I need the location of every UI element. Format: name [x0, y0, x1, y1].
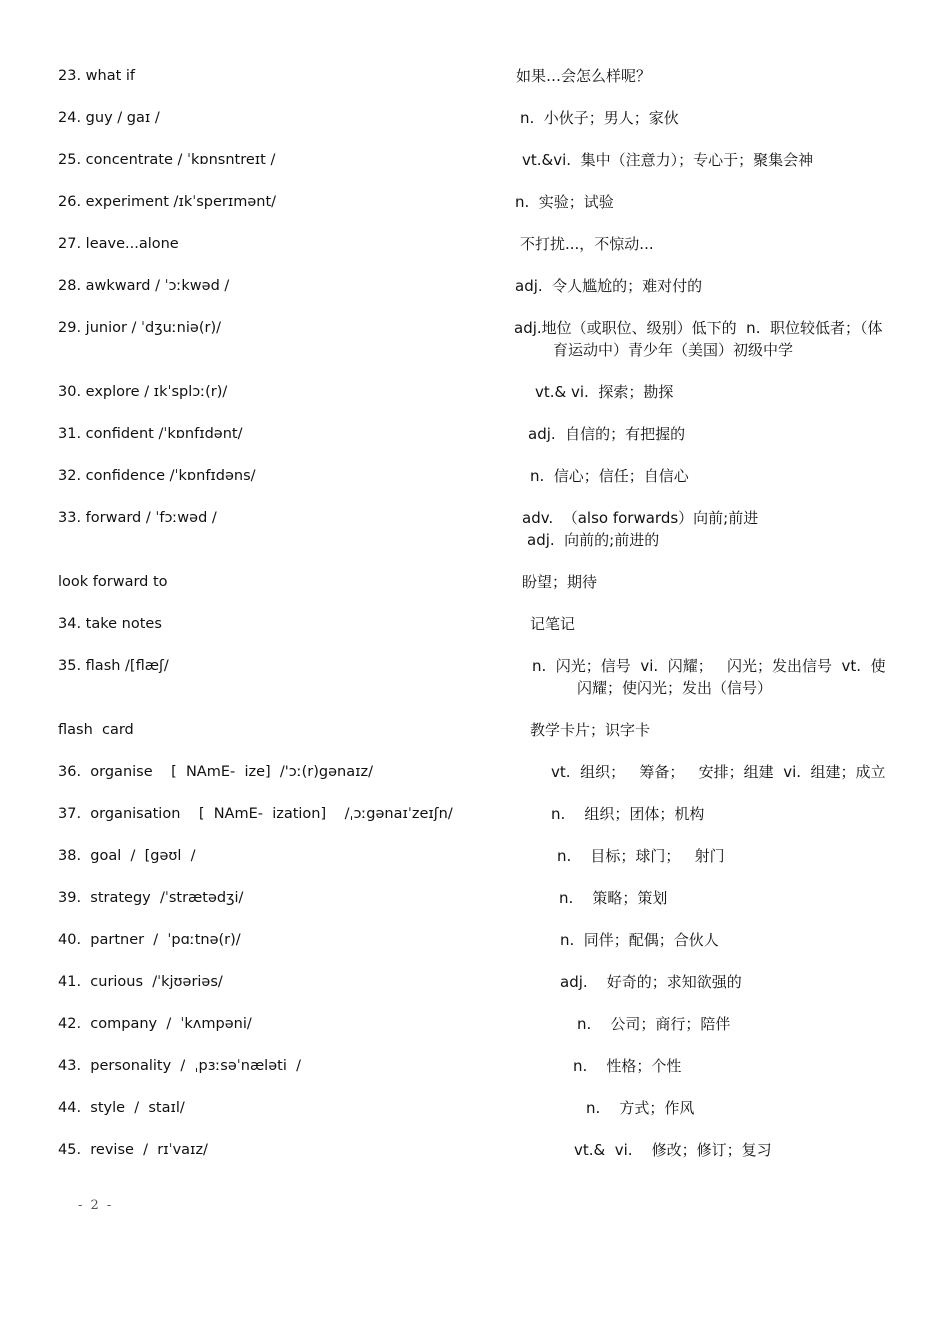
vocab-term: 30. explore / ɪkˈsplɔː(r)/: [58, 384, 228, 400]
vocab-term: 33. forward / ˈfɔːwəd /: [58, 510, 217, 526]
vocab-term: 43. personality / ˌpɜːsəˈnæləti /: [58, 1058, 301, 1074]
vocab-definition: vt.& vi. 修改；修订；复习: [574, 1141, 772, 1159]
vocab-term: 38. goal / [gəʊl /: [58, 848, 196, 864]
vocab-definition: n. 同伴；配偶；合伙人: [560, 931, 719, 949]
vocab-term: flash card: [58, 722, 134, 738]
vocab-term: look forward to: [58, 574, 168, 590]
vocab-term: 36. organise [ NAmE- ize] /'ɔː(r)gənaɪz/: [58, 764, 373, 780]
vocab-definition-cont: 闪耀；使闪光；发出（信号）: [577, 679, 773, 697]
vocab-definition: adj. 自信的；有把握的: [528, 425, 686, 443]
vocab-term: 27. leave...alone: [58, 236, 179, 252]
vocab-definition: adj. 令人尴尬的；难对付的: [515, 277, 703, 295]
vocab-definition-cont: 育运动中）青少年（美国）初级中学: [553, 341, 794, 359]
vocab-definition: 教学卡片；识字卡: [530, 721, 651, 739]
vocab-definition: 如果…会怎么样呢？: [516, 67, 652, 85]
vocab-term: 45. revise / rɪˈvaɪz/: [58, 1142, 208, 1158]
vocab-definition-cont: adj. 向前的;前进的: [527, 531, 660, 549]
page-number: - 2 -: [78, 1198, 114, 1213]
vocab-term: 24. guy / gaɪ /: [58, 110, 160, 126]
vocab-term: 31. confident /ˈkɒnfɪdənt/: [58, 426, 243, 442]
vocab-definition: adj. 好奇的；求知欲强的: [560, 973, 742, 991]
vocab-term: 39. strategy /ˈstrætədʒi/: [58, 890, 244, 906]
vocab-definition: n. 实验；试验: [515, 193, 614, 211]
vocab-definition: n. 性格；个性: [573, 1057, 682, 1075]
vocab-definition: adv. （also forwards）向前;前进: [522, 509, 759, 527]
vocab-definition: 记笔记: [530, 615, 576, 633]
vocab-term: 28. awkward / ˈɔːkwəd /: [58, 278, 230, 294]
vocab-term: 40. partner / ˈpɑːtnə(r)/: [58, 932, 241, 948]
vocab-term: 26. experiment /ɪkˈsperɪmənt/: [58, 194, 277, 210]
vocab-term: 44. style / staɪl/: [58, 1100, 185, 1116]
vocab-definition: n. 策略；策划: [559, 889, 668, 907]
vocab-definition: vt.&vi. 集中（注意力）；专心于；聚集会神: [522, 151, 814, 169]
vocab-term: 32. confidence /ˈkɒnfɪdəns/: [58, 468, 256, 484]
vocab-term: 23. what if: [58, 68, 136, 84]
vocab-definition: 盼望；期待: [522, 573, 598, 591]
vocab-definition: n. 信心；信任；自信心: [530, 467, 689, 485]
vocab-definition: vt. 组织； 筹备； 安排；组建 vi. 组建；成立: [551, 763, 886, 781]
vocab-definition: n. 闪光；信号 vi. 闪耀； 闪光；发出信号 vt. 使: [532, 657, 886, 675]
vocab-definition: n. 小伙子；男人；家伙: [520, 109, 679, 127]
vocab-term: 29. junior / ˈdʒuːniə(r)/: [58, 320, 221, 336]
vocab-term: 37. organisation [ NAmE- ization] /ˌɔːgənaɪˈzeɪʃn/: [58, 806, 453, 822]
vocab-definition: vt.& vi. 探索；勘探: [535, 383, 674, 401]
vocab-term: 25. concentrate / ˈkɒnsntreɪt /: [58, 152, 276, 168]
vocab-definition: n. 目标；球门； 射门: [557, 847, 725, 865]
vocab-definition: adj.地位（或职位、级别）低下的 n. 职位较低者；（体: [514, 319, 883, 337]
vocab-term: 42. company / ˈkʌmpəni/: [58, 1016, 252, 1032]
vocab-term: 41. curious /ˈkjʊəriəs/: [58, 974, 223, 990]
vocab-definition: n. 方式；作风: [586, 1099, 695, 1117]
vocab-term: 34. take notes: [58, 616, 162, 632]
vocab-definition: n. 公司；商行；陪伴: [577, 1015, 731, 1033]
vocab-term: 35. flash /[flæʃ/: [58, 658, 169, 674]
vocab-definition: 不打扰...，不惊动...: [520, 235, 654, 253]
vocab-definition: n. 组织；团体；机构: [551, 805, 705, 823]
